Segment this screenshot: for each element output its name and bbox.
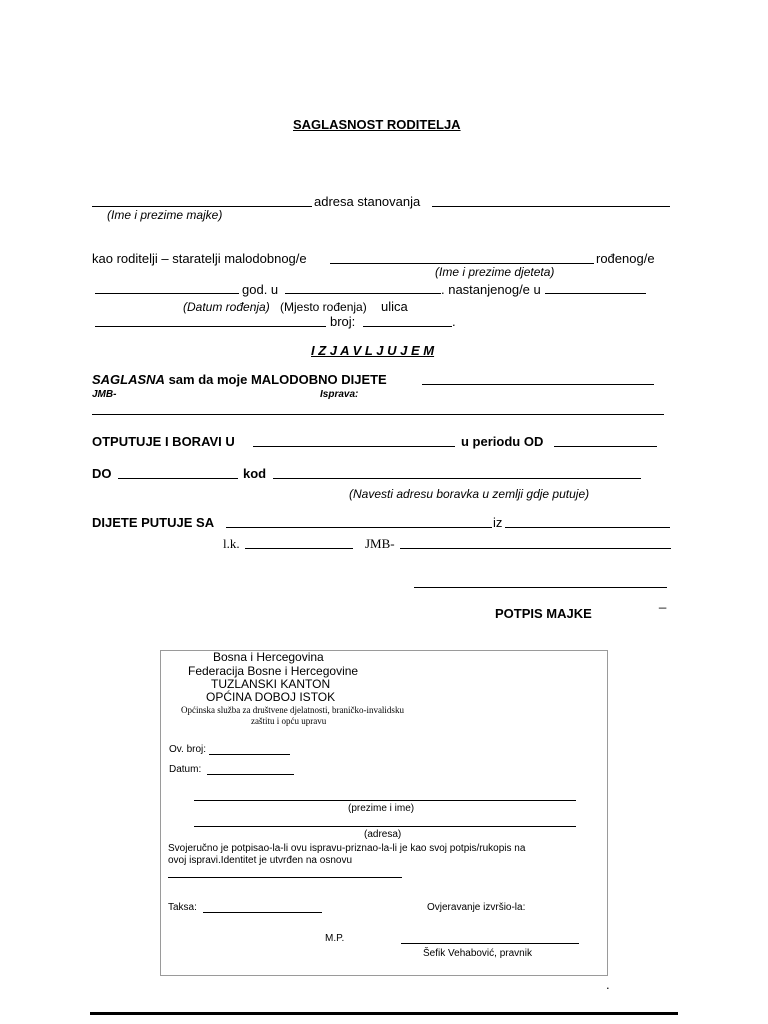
signature-dash: _ xyxy=(659,594,667,609)
stamp-tax-label: Taksa: xyxy=(168,902,197,913)
mother-name-hint: (Ime i prezime majke) xyxy=(107,208,223,222)
address-line[interactable] xyxy=(432,206,670,207)
stamp-date-label: Datum: xyxy=(169,764,202,775)
birth-place-line[interactable] xyxy=(285,293,441,294)
stamp-name-hint: (prezime i ime) xyxy=(348,803,415,814)
declaration-heading: I Z J A V L J U J E M xyxy=(311,343,435,358)
stamp-address-hint: (adresa) xyxy=(364,829,402,840)
period-from-line[interactable] xyxy=(554,446,657,447)
parents-label: kao roditelji – staratelji malodobnog/e xyxy=(92,251,307,266)
mother-name-line[interactable] xyxy=(92,206,312,207)
certification-stamp xyxy=(160,650,608,976)
stamp-officer-name: Šefik Vehabović, pravnik xyxy=(423,948,532,959)
from-label: iz xyxy=(493,515,503,530)
street-label: ulica xyxy=(381,299,408,314)
jmb2-line[interactable] xyxy=(400,548,671,549)
document-label: Isprava: xyxy=(320,389,359,400)
consent-rest: sam da moje MALODOBNO DIJETE xyxy=(168,372,387,387)
signature-label: POTPIS MAJKE xyxy=(495,606,592,621)
stamp-service-line2: zaštitu i opću upravu xyxy=(251,716,327,726)
number-end: . xyxy=(452,314,456,329)
number-label: broj: xyxy=(330,314,356,329)
jmb2-label: JMB- xyxy=(365,536,395,551)
stamp-canton: TUZLANSKI KANTON xyxy=(211,677,331,691)
bottom-rule xyxy=(90,1012,678,1015)
birth-date-hint: (Datum rođenja) xyxy=(183,300,270,314)
jmb-label: JMB- xyxy=(92,389,117,400)
residence-line[interactable] xyxy=(545,293,646,294)
child-name-hint: (Ime i prezime djeteta) xyxy=(435,265,555,279)
page-title: SAGLASNOST RODITELJA xyxy=(293,117,461,132)
until-line[interactable] xyxy=(118,478,238,479)
stamp-certified-label: Ovjeravanje izvršio-la: xyxy=(427,902,526,913)
consent-text xyxy=(92,373,387,386)
residing-label: . nastanjenog/e u xyxy=(441,282,541,297)
stamp-seal-label: M.P. xyxy=(325,933,345,944)
stamp-federation: Federacija Bosne i Hercegovine xyxy=(188,664,359,678)
until-label: DO xyxy=(92,466,112,481)
destination-line[interactable] xyxy=(253,446,455,447)
stamp-identity-line[interactable] xyxy=(168,877,402,878)
child-line[interactable] xyxy=(422,384,654,385)
stamp-municipality: OPĆINA DOBOJ ISTOK xyxy=(206,690,336,704)
stamp-ref-line[interactable] xyxy=(209,754,290,755)
child-name-line[interactable] xyxy=(330,263,594,264)
stamp-name-line[interactable] xyxy=(194,800,576,801)
footer-dot: . xyxy=(606,977,610,992)
id-card-label: l.k. xyxy=(223,536,240,551)
birth-date-line[interactable] xyxy=(95,293,239,294)
id-card-line[interactable] xyxy=(245,548,353,549)
year-in-label: god. u xyxy=(242,282,279,297)
stamp-date-line[interactable] xyxy=(207,774,294,775)
street-line[interactable] xyxy=(95,326,326,327)
companion-label: DIJETE PUTUJE SA xyxy=(92,515,215,530)
born-label: rođenog/e xyxy=(596,251,655,266)
stamp-officer-line[interactable] xyxy=(401,943,579,944)
stamp-tax-line[interactable] xyxy=(203,912,322,913)
jmb-document-line[interactable] xyxy=(92,414,664,415)
signature-line[interactable] xyxy=(414,587,667,588)
stamp-statement-line1: Svojeručno je potpisao-la-li ovu ispravu-priznao-la-li je kao svoj potpis/rukopis na xyxy=(168,843,526,854)
at-label: kod xyxy=(243,466,267,481)
stamp-country: Bosna i Hercegovina xyxy=(213,650,324,664)
stamp-ref-label: Ov. broj: xyxy=(169,744,207,755)
birth-place-hint: (Mjesto rođenja) xyxy=(280,300,367,314)
number-line[interactable] xyxy=(363,326,452,327)
from-line[interactable] xyxy=(505,527,670,528)
host-line[interactable] xyxy=(273,478,641,479)
travels-label: OTPUTUJE I BORAVI U xyxy=(92,434,235,449)
period-from-label: u periodu OD xyxy=(461,434,544,449)
stamp-service-line1: Općinska služba za društvene djelatnosti, braničko-invalidsku xyxy=(181,705,404,715)
address-hint: (Navesti adresu boravka u zemlji gdje putuje) xyxy=(349,487,590,501)
companion-line[interactable] xyxy=(226,527,492,528)
consent-agree: SAGLASNA xyxy=(92,372,165,387)
address-label: adresa stanovanja xyxy=(314,194,421,209)
stamp-address-line[interactable] xyxy=(194,826,576,827)
stamp-statement-line2: ovoj ispravi.Identitet je utvrđen na osnovu xyxy=(168,855,352,866)
